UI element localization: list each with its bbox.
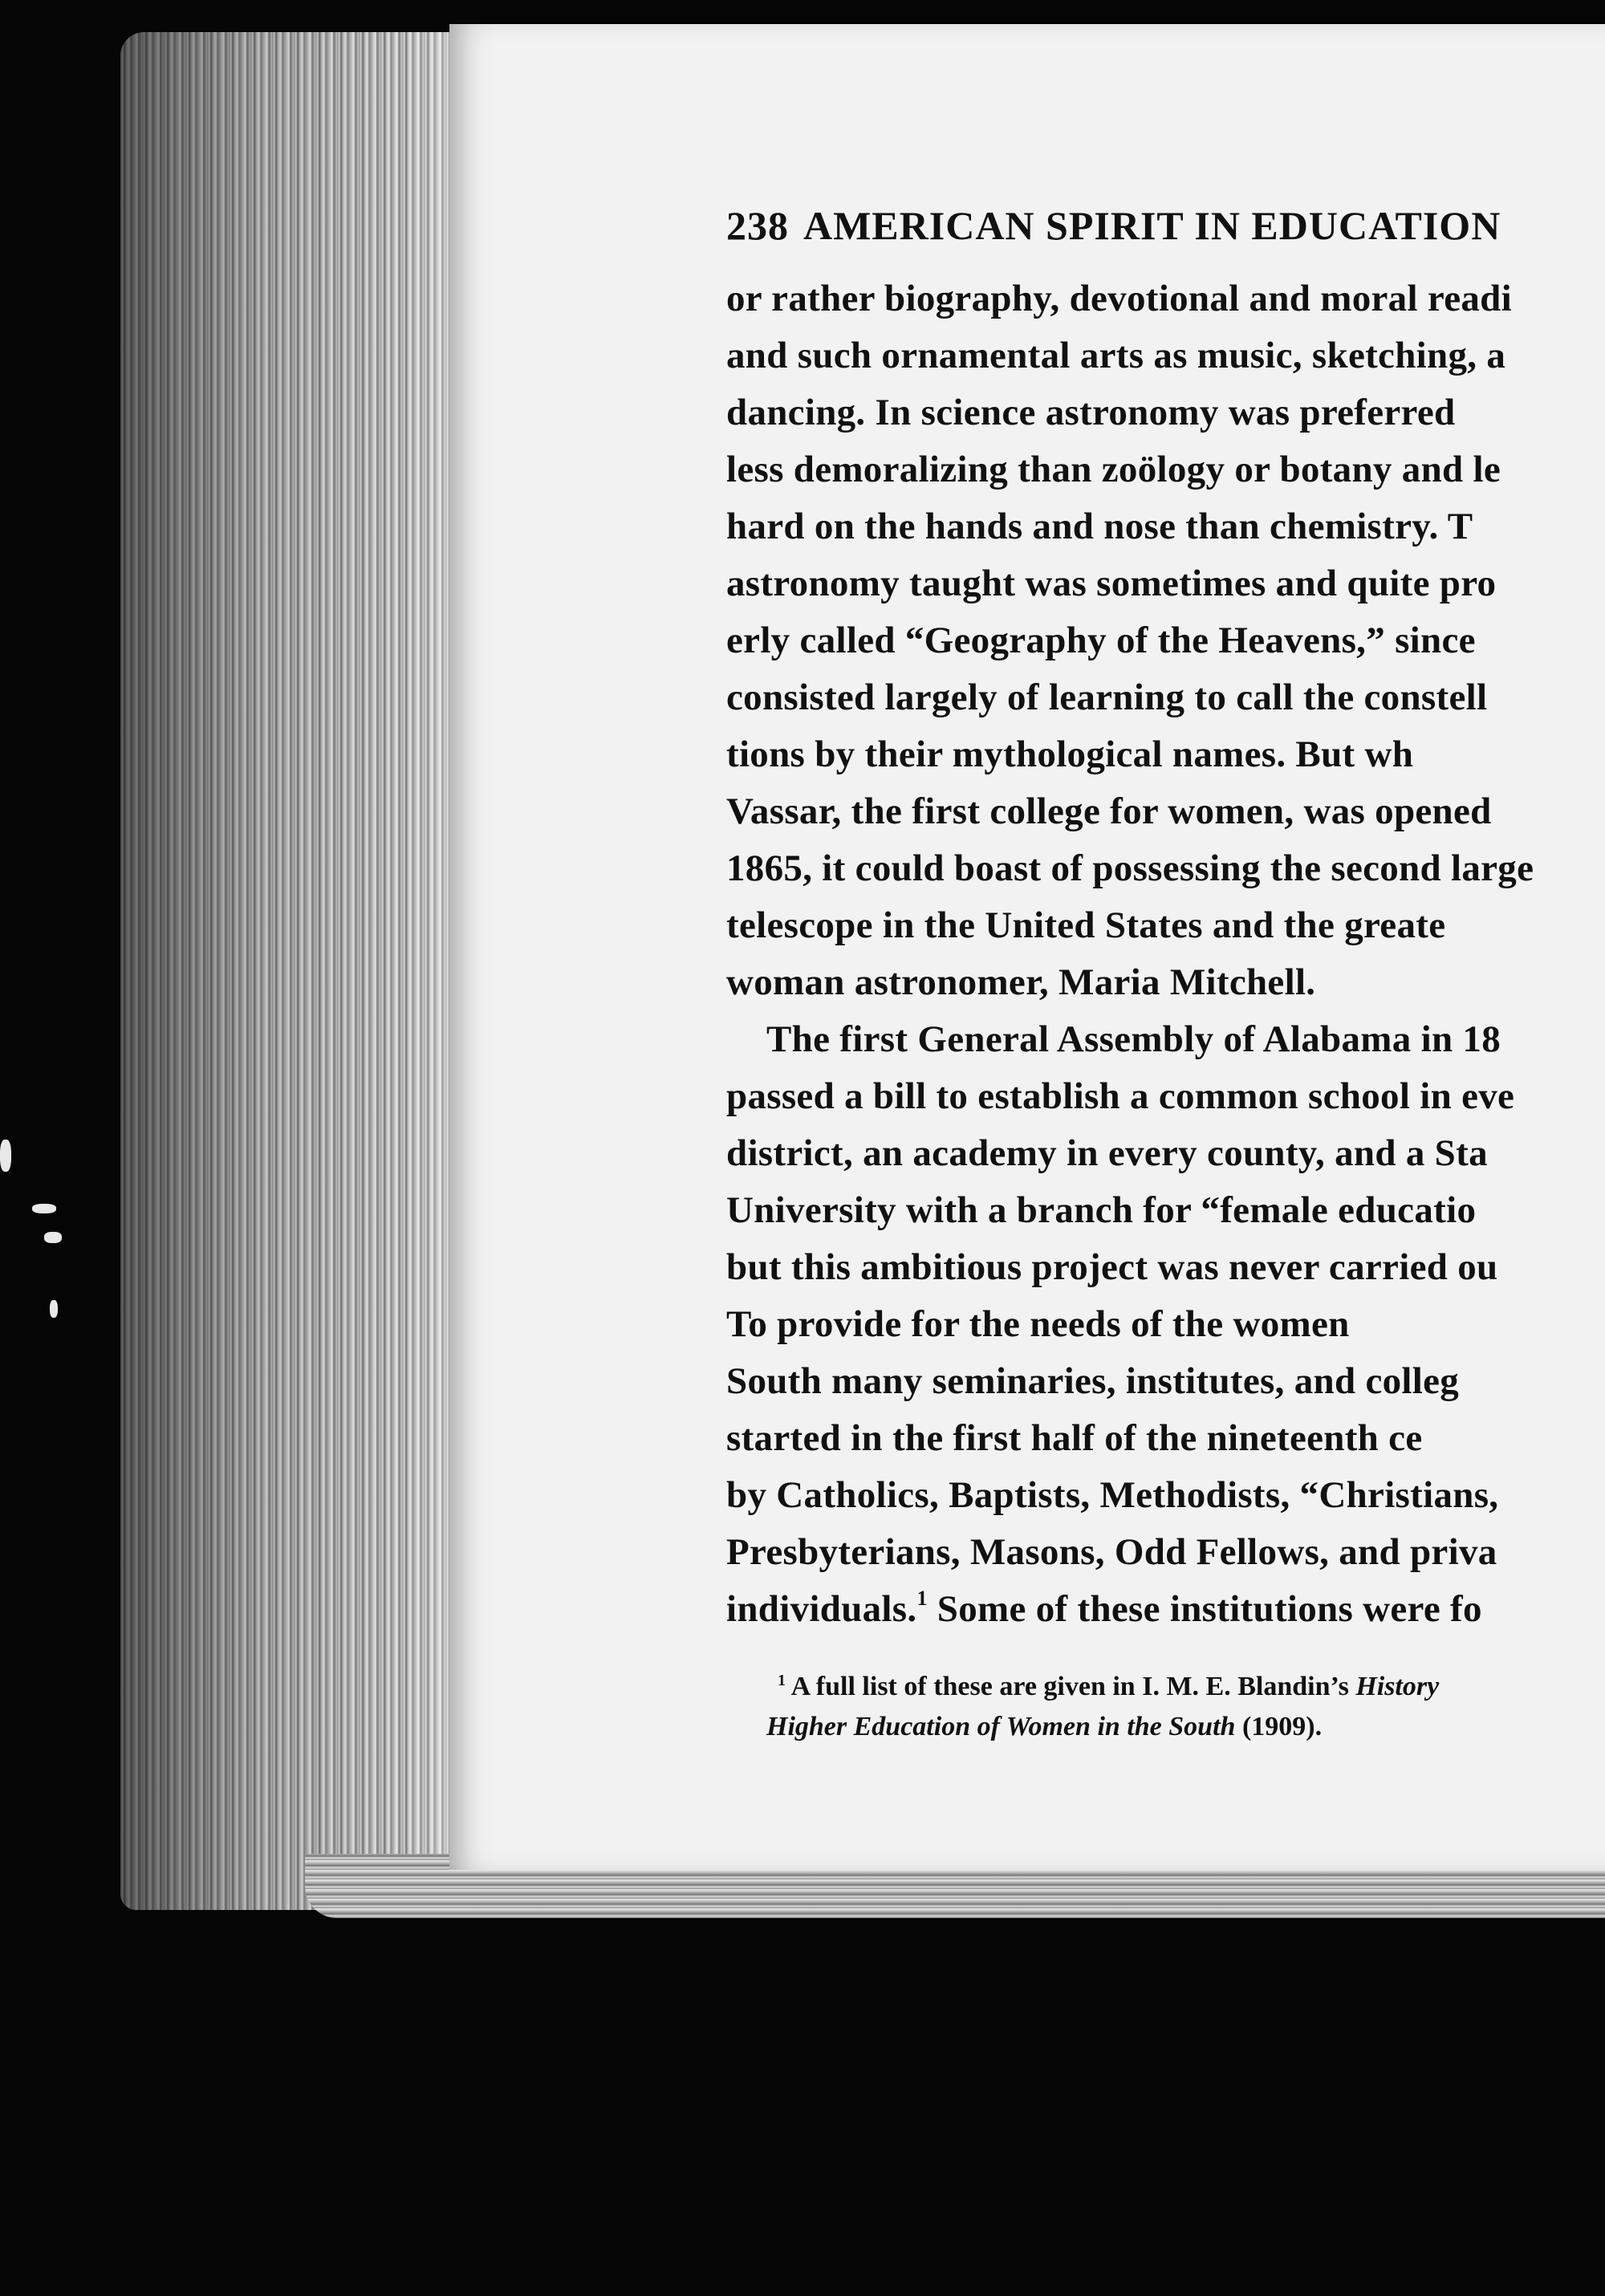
text-line: University with a branch for “female educatio xyxy=(726,1189,1477,1231)
text-line: dancing. In science astronomy was preferred xyxy=(726,392,1456,433)
book-page-edges xyxy=(120,32,473,1910)
footnote-year: (1909). xyxy=(1235,1712,1323,1741)
text-line: but this ambitious project was never carried ou xyxy=(726,1246,1498,1288)
text-line: astronomy taught was sometimes and quite pro xyxy=(726,563,1497,604)
text-line: South many seminaries, institutes, and colleg xyxy=(726,1360,1460,1402)
footnote-book-title-start: History xyxy=(1355,1672,1440,1701)
text-line-last xyxy=(726,1581,1605,1638)
scan-speck xyxy=(32,1204,56,1213)
text-line: and such ornamental arts as music, sketching, a xyxy=(726,335,1506,376)
scan-speck xyxy=(0,1140,11,1172)
footnote-book-title-end: Higher Education of Women in the South xyxy=(766,1712,1236,1741)
text-line: Presbyterians, Masons, Odd Fellows, and priva xyxy=(726,1531,1497,1573)
scan-speck xyxy=(44,1232,62,1243)
book-page xyxy=(449,24,1605,1870)
footnote-text: A full list of these are given in I. M. E. Blandin’s xyxy=(786,1672,1356,1701)
footnote xyxy=(726,1667,1605,1747)
text-line: less demoralizing than zoölogy or botany and le xyxy=(726,449,1501,490)
text-line: by Catholics, Baptists, Methodists, “Christians, xyxy=(726,1474,1499,1516)
footnote-reference: 1 xyxy=(916,1587,928,1610)
text-line: hard on the hands and nose than chemistry. T xyxy=(726,506,1473,547)
footnote-marker: 1 xyxy=(778,1672,786,1689)
scan-speck xyxy=(50,1300,58,1318)
text-line-end: Some of these institutions were fo xyxy=(927,1588,1482,1630)
text-line: started in the first half of the nineteenth ce xyxy=(726,1417,1423,1459)
text-line: 1865, it could boast of possessing the second large xyxy=(726,847,1534,889)
text-line-start: individuals. xyxy=(726,1588,917,1630)
text-line: tions by their mythological names. But wh xyxy=(726,734,1414,775)
running-head-title: AMERICAN SPIRIT IN EDUCATION xyxy=(803,203,1501,248)
footnote-line-2 xyxy=(766,1707,1605,1747)
paragraph-2 xyxy=(726,1011,1605,1638)
page-number: 238 xyxy=(726,203,789,248)
text-line: The first General Assembly of Alabama in 18 xyxy=(766,1018,1501,1060)
text-line: Vassar, the first college for women, was opened xyxy=(726,790,1492,832)
text-line: passed a bill to establish a common school in eve xyxy=(726,1075,1515,1117)
text-line: To provide for the needs of the women xyxy=(726,1303,1350,1345)
text-line: telescope in the United States and the greate xyxy=(726,904,1446,946)
text-line: district, an academy in every county, and a Sta xyxy=(726,1132,1488,1174)
text-line: erly called “Geography of the Heavens,” since xyxy=(726,620,1476,661)
text-line: woman astronomer, Maria Mitchell. xyxy=(726,961,1316,1003)
footnote-line-1 xyxy=(766,1667,1605,1707)
page-text-block xyxy=(726,197,1605,1747)
running-head xyxy=(726,197,1605,254)
paragraph-1 xyxy=(726,270,1605,1011)
text-line: or rather biography, devotional and moral readi xyxy=(726,278,1512,319)
text-line: consisted largely of learning to call the constell xyxy=(726,677,1488,718)
